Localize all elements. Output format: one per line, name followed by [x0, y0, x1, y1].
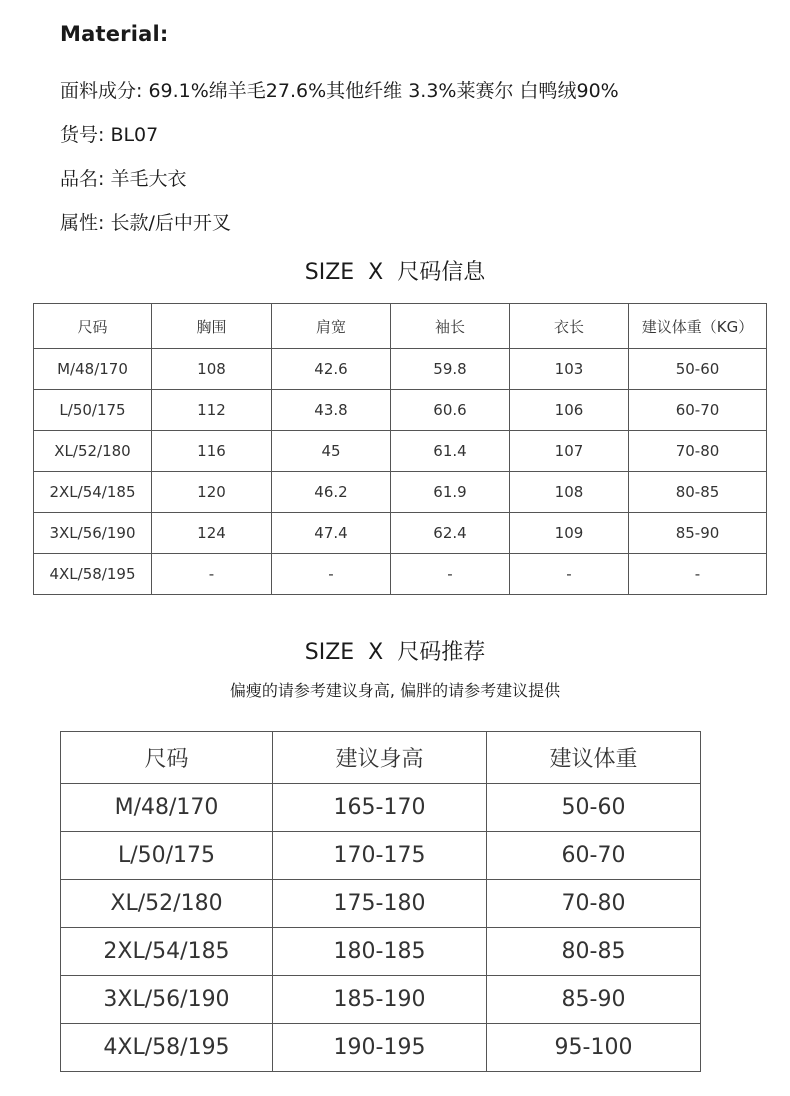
- table-row: [34, 390, 767, 431]
- table-cell: -: [272, 554, 391, 595]
- table-cell: 80-85: [629, 472, 767, 513]
- table-cell: 80-85: [487, 928, 701, 976]
- product-name-line: 品名: 羊毛大衣: [60, 168, 187, 190]
- table-row: [61, 928, 701, 976]
- size-recommend-subtitle: 偏瘦的请参考建议身高, 偏胖的请参考建议提供: [229, 681, 561, 700]
- table-cell: 50-60: [487, 784, 701, 832]
- table-cell: 109: [510, 513, 629, 554]
- table-row: [34, 554, 767, 595]
- table-cell: 108: [152, 349, 272, 390]
- table-cell: 59.8: [391, 349, 510, 390]
- table-cell: 103: [510, 349, 629, 390]
- size-recommend-header-cell: 尺码: [61, 732, 273, 784]
- table-cell: 60.6: [391, 390, 510, 431]
- table-cell: 3XL/56/190: [61, 976, 273, 1024]
- table-cell: 47.4: [272, 513, 391, 554]
- table-cell: 2XL/54/185: [34, 472, 152, 513]
- size-info-header-cell: 建议体重（KG）: [629, 304, 767, 349]
- table-cell: -: [629, 554, 767, 595]
- size-recommend-header-cell: 建议身高: [273, 732, 487, 784]
- table-cell: 43.8: [272, 390, 391, 431]
- size-recommend-title: [0, 635, 790, 666]
- table-cell: 85-90: [487, 976, 701, 1024]
- item-number-line: 货号: BL07: [60, 124, 159, 146]
- table-cell: 108: [510, 472, 629, 513]
- table-cell: 70-80: [487, 880, 701, 928]
- size-info-table: [33, 303, 767, 595]
- size-recommend-table: [60, 731, 701, 1072]
- size-recommend-header-row: [61, 732, 701, 784]
- table-row: [61, 1024, 701, 1072]
- table-cell: 70-80: [629, 431, 767, 472]
- table-cell: 124: [152, 513, 272, 554]
- size-info-header-cell: 衣长: [510, 304, 629, 349]
- composition-line: 面料成分: 69.1%绵羊毛27.6%其他纤维 3.3%莱赛尔 白鸭绒90%: [60, 80, 619, 102]
- table-cell: L/50/175: [34, 390, 152, 431]
- table-cell: 45: [272, 431, 391, 472]
- table-cell: -: [152, 554, 272, 595]
- size-info-header-cell: 尺码: [34, 304, 152, 349]
- table-cell: 42.6: [272, 349, 391, 390]
- table-cell: 116: [152, 431, 272, 472]
- table-row: [34, 349, 767, 390]
- size-info-title-x: X: [368, 260, 384, 285]
- size-recommend-header-cell: 建议体重: [487, 732, 701, 784]
- table-cell: 50-60: [629, 349, 767, 390]
- material-heading: Material:: [60, 22, 169, 46]
- table-cell: 170-175: [273, 832, 487, 880]
- table-row: [34, 513, 767, 554]
- table-row: [61, 976, 701, 1024]
- table-cell: 61.4: [391, 431, 510, 472]
- table-cell: M/48/170: [34, 349, 152, 390]
- table-cell: L/50/175: [61, 832, 273, 880]
- table-cell: 106: [510, 390, 629, 431]
- size-info-header-cell: 胸围: [152, 304, 272, 349]
- table-cell: M/48/170: [61, 784, 273, 832]
- table-row: [34, 431, 767, 472]
- table-row: [61, 832, 701, 880]
- size-recommend-title-text: 尺码推荐: [397, 640, 486, 665]
- table-cell: 85-90: [629, 513, 767, 554]
- table-cell: 165-170: [273, 784, 487, 832]
- table-cell: 4XL/58/195: [61, 1024, 273, 1072]
- table-cell: 60-70: [487, 832, 701, 880]
- table-cell: 2XL/54/185: [61, 928, 273, 976]
- table-cell: -: [391, 554, 510, 595]
- table-cell: XL/52/180: [61, 880, 273, 928]
- size-info-title: [0, 255, 790, 286]
- size-recommend-title-size: SIZE: [304, 640, 355, 665]
- table-cell: 175-180: [273, 880, 487, 928]
- table-cell: 95-100: [487, 1024, 701, 1072]
- table-cell: 180-185: [273, 928, 487, 976]
- table-cell: XL/52/180: [34, 431, 152, 472]
- table-cell: 120: [152, 472, 272, 513]
- table-cell: 62.4: [391, 513, 510, 554]
- table-row: [61, 784, 701, 832]
- table-cell: 3XL/56/190: [34, 513, 152, 554]
- table-cell: 60-70: [629, 390, 767, 431]
- table-row: [61, 880, 701, 928]
- size-info-title-size: SIZE: [304, 260, 355, 285]
- table-cell: -: [510, 554, 629, 595]
- size-info-header-row: [34, 304, 767, 349]
- size-recommend-title-x: X: [368, 640, 384, 665]
- table-cell: 190-195: [273, 1024, 487, 1072]
- table-cell: 4XL/58/195: [34, 554, 152, 595]
- size-info-title-text: 尺码信息: [397, 260, 486, 285]
- attributes-line: 属性: 长款/后中开叉: [60, 212, 231, 234]
- table-cell: 112: [152, 390, 272, 431]
- table-cell: 61.9: [391, 472, 510, 513]
- table-cell: 46.2: [272, 472, 391, 513]
- table-row: [34, 472, 767, 513]
- size-info-header-cell: 肩宽: [272, 304, 391, 349]
- table-cell: 107: [510, 431, 629, 472]
- size-info-header-cell: 袖长: [391, 304, 510, 349]
- table-cell: 185-190: [273, 976, 487, 1024]
